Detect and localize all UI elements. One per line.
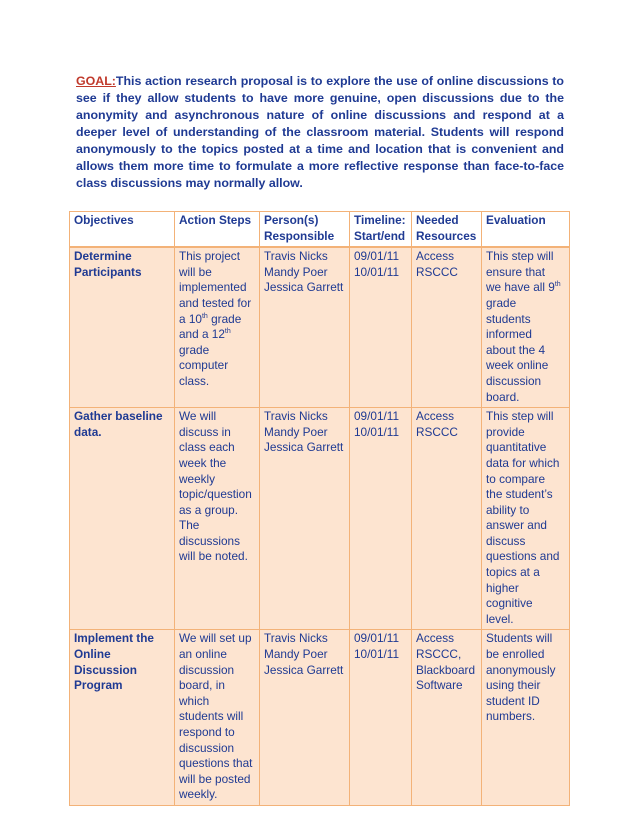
objective-cell: Gather baseline data. <box>70 408 175 630</box>
header-timeline: Timeline: Start/end <box>350 212 412 248</box>
action-plan-table <box>69 211 570 806</box>
timeline-cell: 09/01/11 10/01/11 <box>350 247 412 407</box>
persons-cell: Travis Nicks Mandy Poer Jessica Garrett <box>260 247 350 407</box>
evaluation-cell: This step will ensure that we have all 9th grade students informed about the 4 week online discussion board. <box>482 247 570 407</box>
timeline-cell: 09/01/11 10/01/11 <box>350 408 412 630</box>
header-needed-resources: Needed Resources <box>412 212 482 248</box>
action-steps-cell: We will set up an online discussion board, in which students will respond to discussion questions that will be posted weekly. <box>175 630 260 806</box>
header-action-steps: Action Steps <box>175 212 260 248</box>
goal-text: This action research proposal is to explore the use of online discussions to see if they allow students to have more genuine, open discussions due to the anonymity and asynchronous nature of online discussions and respond at a deeper level of understanding of the classroom material. Students will respond anonymously to the topics posted at a time and location that is convenient and allows them more time to formulate a more reflective response than face-to-face class discussions may normally allow. <box>76 74 564 190</box>
persons-cell: Travis Nicks Mandy Poer Jessica Garrett <box>260 408 350 630</box>
resources-cell: Access RSCCC, Blackboard Software <box>412 630 482 806</box>
resources-cell: Access RSCCC <box>412 247 482 407</box>
goal-paragraph <box>76 73 564 192</box>
table-row <box>70 630 570 806</box>
header-persons-responsible: Person(s) Responsible <box>260 212 350 248</box>
goal-label: GOAL: <box>76 74 116 88</box>
objective-cell: Implement the Online Discussion Program <box>70 630 175 806</box>
header-objectives: Objectives <box>70 212 175 248</box>
action-steps-cell: This project will be implemented and tested for a 10th grade and a 12th grade computer class. <box>175 247 260 407</box>
resources-cell: Access RSCCC <box>412 408 482 630</box>
table-row <box>70 408 570 630</box>
table-header-row <box>70 212 570 248</box>
timeline-cell: 09/01/11 10/01/11 <box>350 630 412 806</box>
header-evaluation: Evaluation <box>482 212 570 248</box>
table-row <box>70 247 570 407</box>
action-steps-cell: We will discuss in class each week the weekly topic/question as a group. The discussions will be noted. <box>175 408 260 630</box>
persons-cell: Travis Nicks Mandy Poer Jessica Garrett <box>260 630 350 806</box>
evaluation-cell: This step will provide quantitative data for which to compare the student’s ability to answer and discuss questions and topics at a higher cognitive level. <box>482 408 570 630</box>
objective-cell: Determine Participants <box>70 247 175 407</box>
evaluation-cell: Students will be enrolled anonymously using their student ID numbers. <box>482 630 570 806</box>
